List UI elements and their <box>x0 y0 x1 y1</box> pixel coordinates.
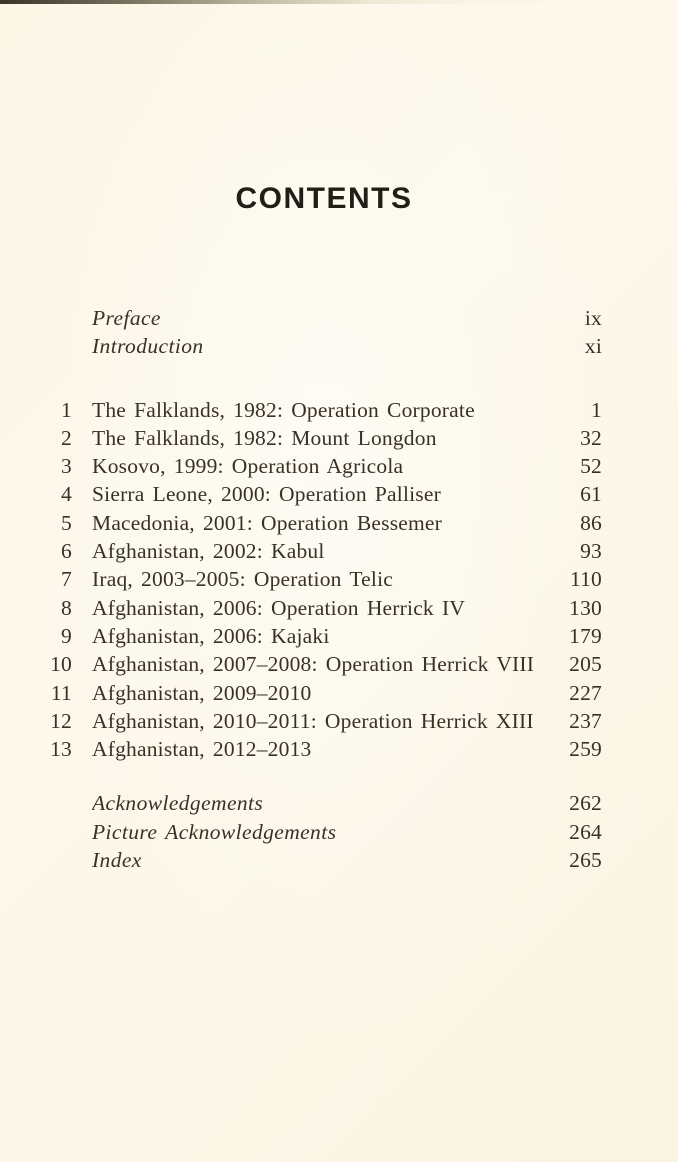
chapter-number: 3 <box>61 454 72 479</box>
chapter-number: 7 <box>61 567 72 592</box>
back-matter-list <box>46 789 602 874</box>
chapter-number: 9 <box>61 623 72 648</box>
page-title: CONTENTS <box>235 182 413 215</box>
toc-row-chapter-12 <box>46 707 602 735</box>
toc-row-introduction <box>46 332 602 360</box>
toc-row-chapter-4 <box>46 480 602 508</box>
chapter-title: Afghanistan, 2006: Kajaki <box>92 623 330 648</box>
entry-page-number: xi <box>584 334 602 359</box>
chapter-number: 8 <box>61 595 72 620</box>
chapter-title: Afghanistan, 2002: Kabul <box>92 539 325 564</box>
entry-page-number: 205 <box>569 652 602 677</box>
entry-page-number: 32 <box>580 425 602 450</box>
front-matter-list <box>46 304 602 361</box>
chapter-number: 10 <box>50 652 72 677</box>
entry-page-number: 259 <box>569 737 602 762</box>
entry-label: Introduction <box>92 334 204 359</box>
contents-page <box>46 0 602 874</box>
chapter-title: The Falklands, 1982: Operation Corporate <box>92 397 475 422</box>
toc-row-preface <box>46 304 602 332</box>
toc-row-chapter-13 <box>46 735 602 763</box>
entry-page-number: 86 <box>580 510 602 535</box>
chapter-number: 13 <box>50 737 72 762</box>
entry-page-number: 237 <box>569 708 602 733</box>
toc-row-chapter-8 <box>46 594 602 622</box>
chapter-title: Macedonia, 2001: Operation Bessemer <box>92 510 443 535</box>
toc-row-chapter-5 <box>46 509 602 537</box>
chapter-title: The Falklands, 1982: Mount Longdon <box>92 425 437 450</box>
entry-label: Index <box>92 848 142 873</box>
entry-page-number: 93 <box>580 539 602 564</box>
chapter-title: Afghanistan, 2012–2013 <box>92 737 312 762</box>
toc-row-chapter-9 <box>46 622 602 650</box>
chapter-title: Kosovo, 1999: Operation Agricola <box>92 454 404 479</box>
entry-page-number: 52 <box>580 454 602 479</box>
chapter-title: Afghanistan, 2006: Operation Herrick IV <box>92 595 466 620</box>
chapter-title: Afghanistan, 2007–2008: Operation Herrick VIII <box>92 652 535 677</box>
chapter-number: 11 <box>50 680 72 705</box>
toc-row-acknowledgements <box>46 789 602 817</box>
chapter-title: Iraq, 2003–2005: Operation Telic <box>92 567 393 592</box>
chapter-number: 5 <box>61 510 72 535</box>
entry-label: Picture Acknowledgements <box>92 819 337 844</box>
entry-page-number: 262 <box>569 791 602 816</box>
entry-label: Acknowledgements <box>92 791 264 816</box>
toc-row-chapter-1 <box>46 396 602 424</box>
chapter-number: 12 <box>50 708 72 733</box>
chapter-number: 4 <box>61 482 72 507</box>
chapter-list <box>46 396 602 764</box>
entry-page-number: 61 <box>580 482 602 507</box>
chapter-number: 1 <box>61 397 72 422</box>
toc-row-chapter-11 <box>46 679 602 707</box>
toc-row-index <box>46 846 602 874</box>
toc-row-chapter-7 <box>46 565 602 593</box>
chapter-title: Afghanistan, 2010–2011: Operation Herrick XIII <box>92 708 534 733</box>
entry-label: Preface <box>92 306 161 330</box>
chapter-title: Sierra Leone, 2000: Operation Palliser <box>92 482 441 507</box>
entry-page-number: 264 <box>569 819 602 844</box>
toc-row-picture-acknowledgements <box>46 818 602 846</box>
toc-row-chapter-10 <box>46 650 602 678</box>
chapter-number: 6 <box>61 539 72 564</box>
toc-row-chapter-3 <box>46 452 602 480</box>
chapter-number: 2 <box>61 425 72 450</box>
entry-page-number: 265 <box>569 848 602 873</box>
entry-page-number: 1 <box>591 397 602 422</box>
toc-row-chapter-6 <box>46 537 602 565</box>
entry-page-number: 179 <box>569 623 602 648</box>
entry-page-number: 130 <box>569 595 602 620</box>
entry-page-number: 227 <box>569 680 602 705</box>
entry-page-number: 110 <box>569 567 602 592</box>
entry-page-number: ix <box>584 306 602 330</box>
toc-row-chapter-2 <box>46 424 602 452</box>
chapter-title: Afghanistan, 2009–2010 <box>92 680 312 705</box>
